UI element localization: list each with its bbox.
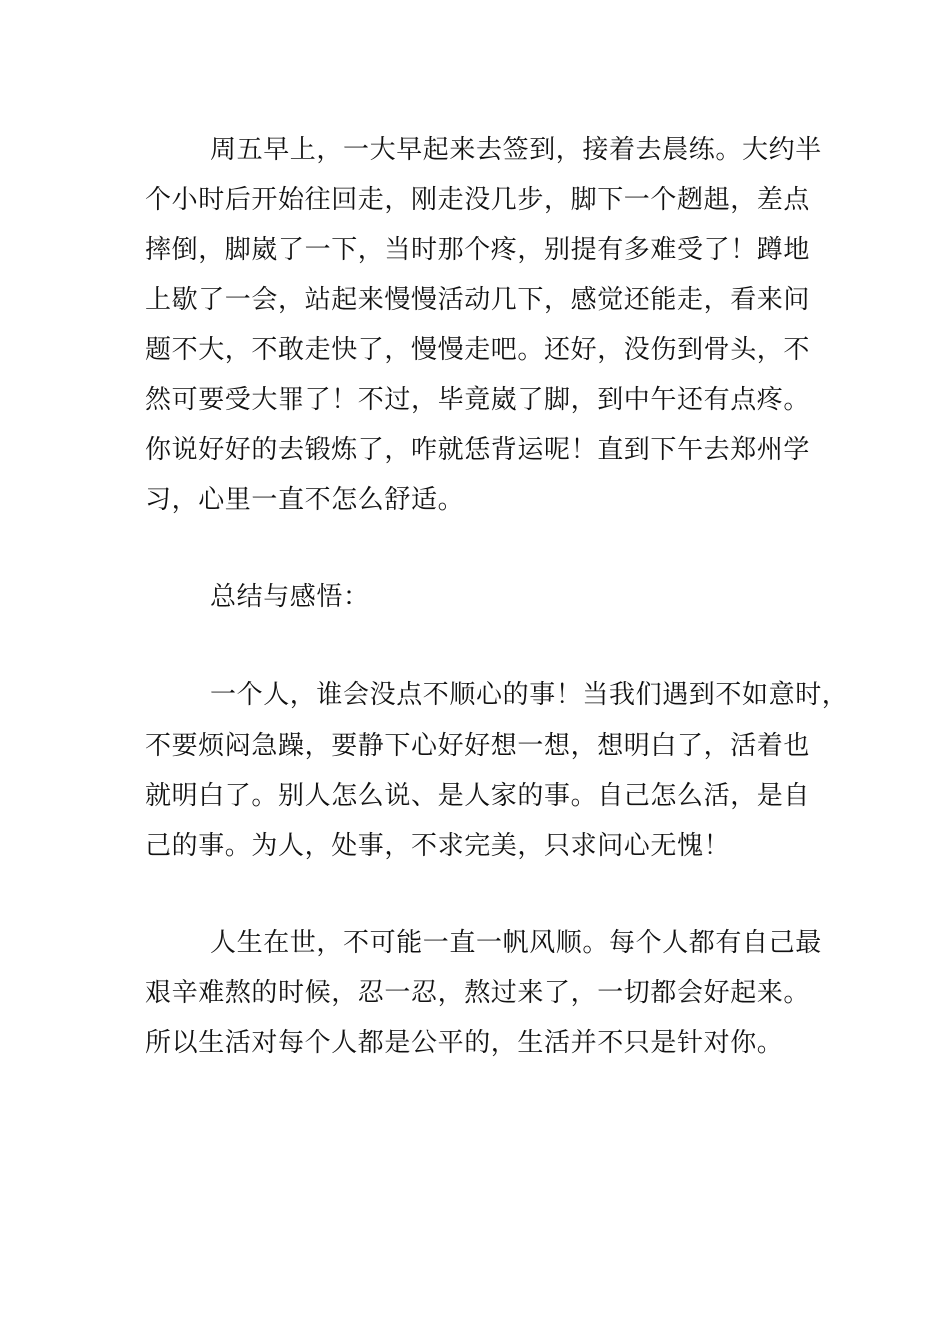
paragraph-1-line-2: 个小时后开始往回走，刚走没几步，脚下一个趔趄，差点 xyxy=(145,185,811,215)
paragraph-4-line-1: 人生在世，不可能一直一帆风顺。每个人都有自己最 xyxy=(210,928,822,958)
paragraph-1-line-6: 然可要受大罪了！不过，毕竟崴了脚，到中午还有点疼。 xyxy=(145,385,811,415)
paragraph-3-line-2: 不要烦闷急躁，要静下心好好想一想，想明白了，活着也 xyxy=(145,731,811,761)
paragraph-1-line-5: 题不大，不敢走快了，慢慢走吧。还好，没伤到骨头，不 xyxy=(145,335,811,365)
paragraph-3-line-3: 就明白了。别人怎么说、是人家的事。自己怎么活，是自 xyxy=(145,781,811,811)
paragraph-3-line-4: 己的事。为人，处事，不求完美，只求问心无愧！ xyxy=(145,831,731,861)
paragraph-1-line-3: 摔倒，脚崴了一下，当时那个疼，别提有多难受了！蹲地 xyxy=(145,235,811,265)
paragraph-1-line-8: 习，心里一直不怎么舒适。 xyxy=(145,485,465,515)
paragraph-4-line-2: 艰辛难熬的时候，忍一忍，熬过来了，一切都会好起来。 xyxy=(145,978,811,1008)
paragraph-1-line-4: 上歇了一会，站起来慢慢活动几下，感觉还能走，看来问 xyxy=(145,285,811,315)
paragraph-3-line-1: 一个人，谁会没点不顺心的事！当我们遇到不如意时， xyxy=(210,680,849,710)
paragraph-1-line-1: 周五早上，一大早起来去签到，接着去晨练。大约半 xyxy=(210,135,822,165)
paragraph-4-line-3: 所以生活对每个人都是公平的，生活并不只是针对你。 xyxy=(145,1028,784,1058)
paragraph-1-line-7: 你说好好的去锻炼了，咋就恁背运呢！直到下午去郑州学 xyxy=(145,435,811,465)
section-heading: 总结与感悟： xyxy=(210,582,370,612)
